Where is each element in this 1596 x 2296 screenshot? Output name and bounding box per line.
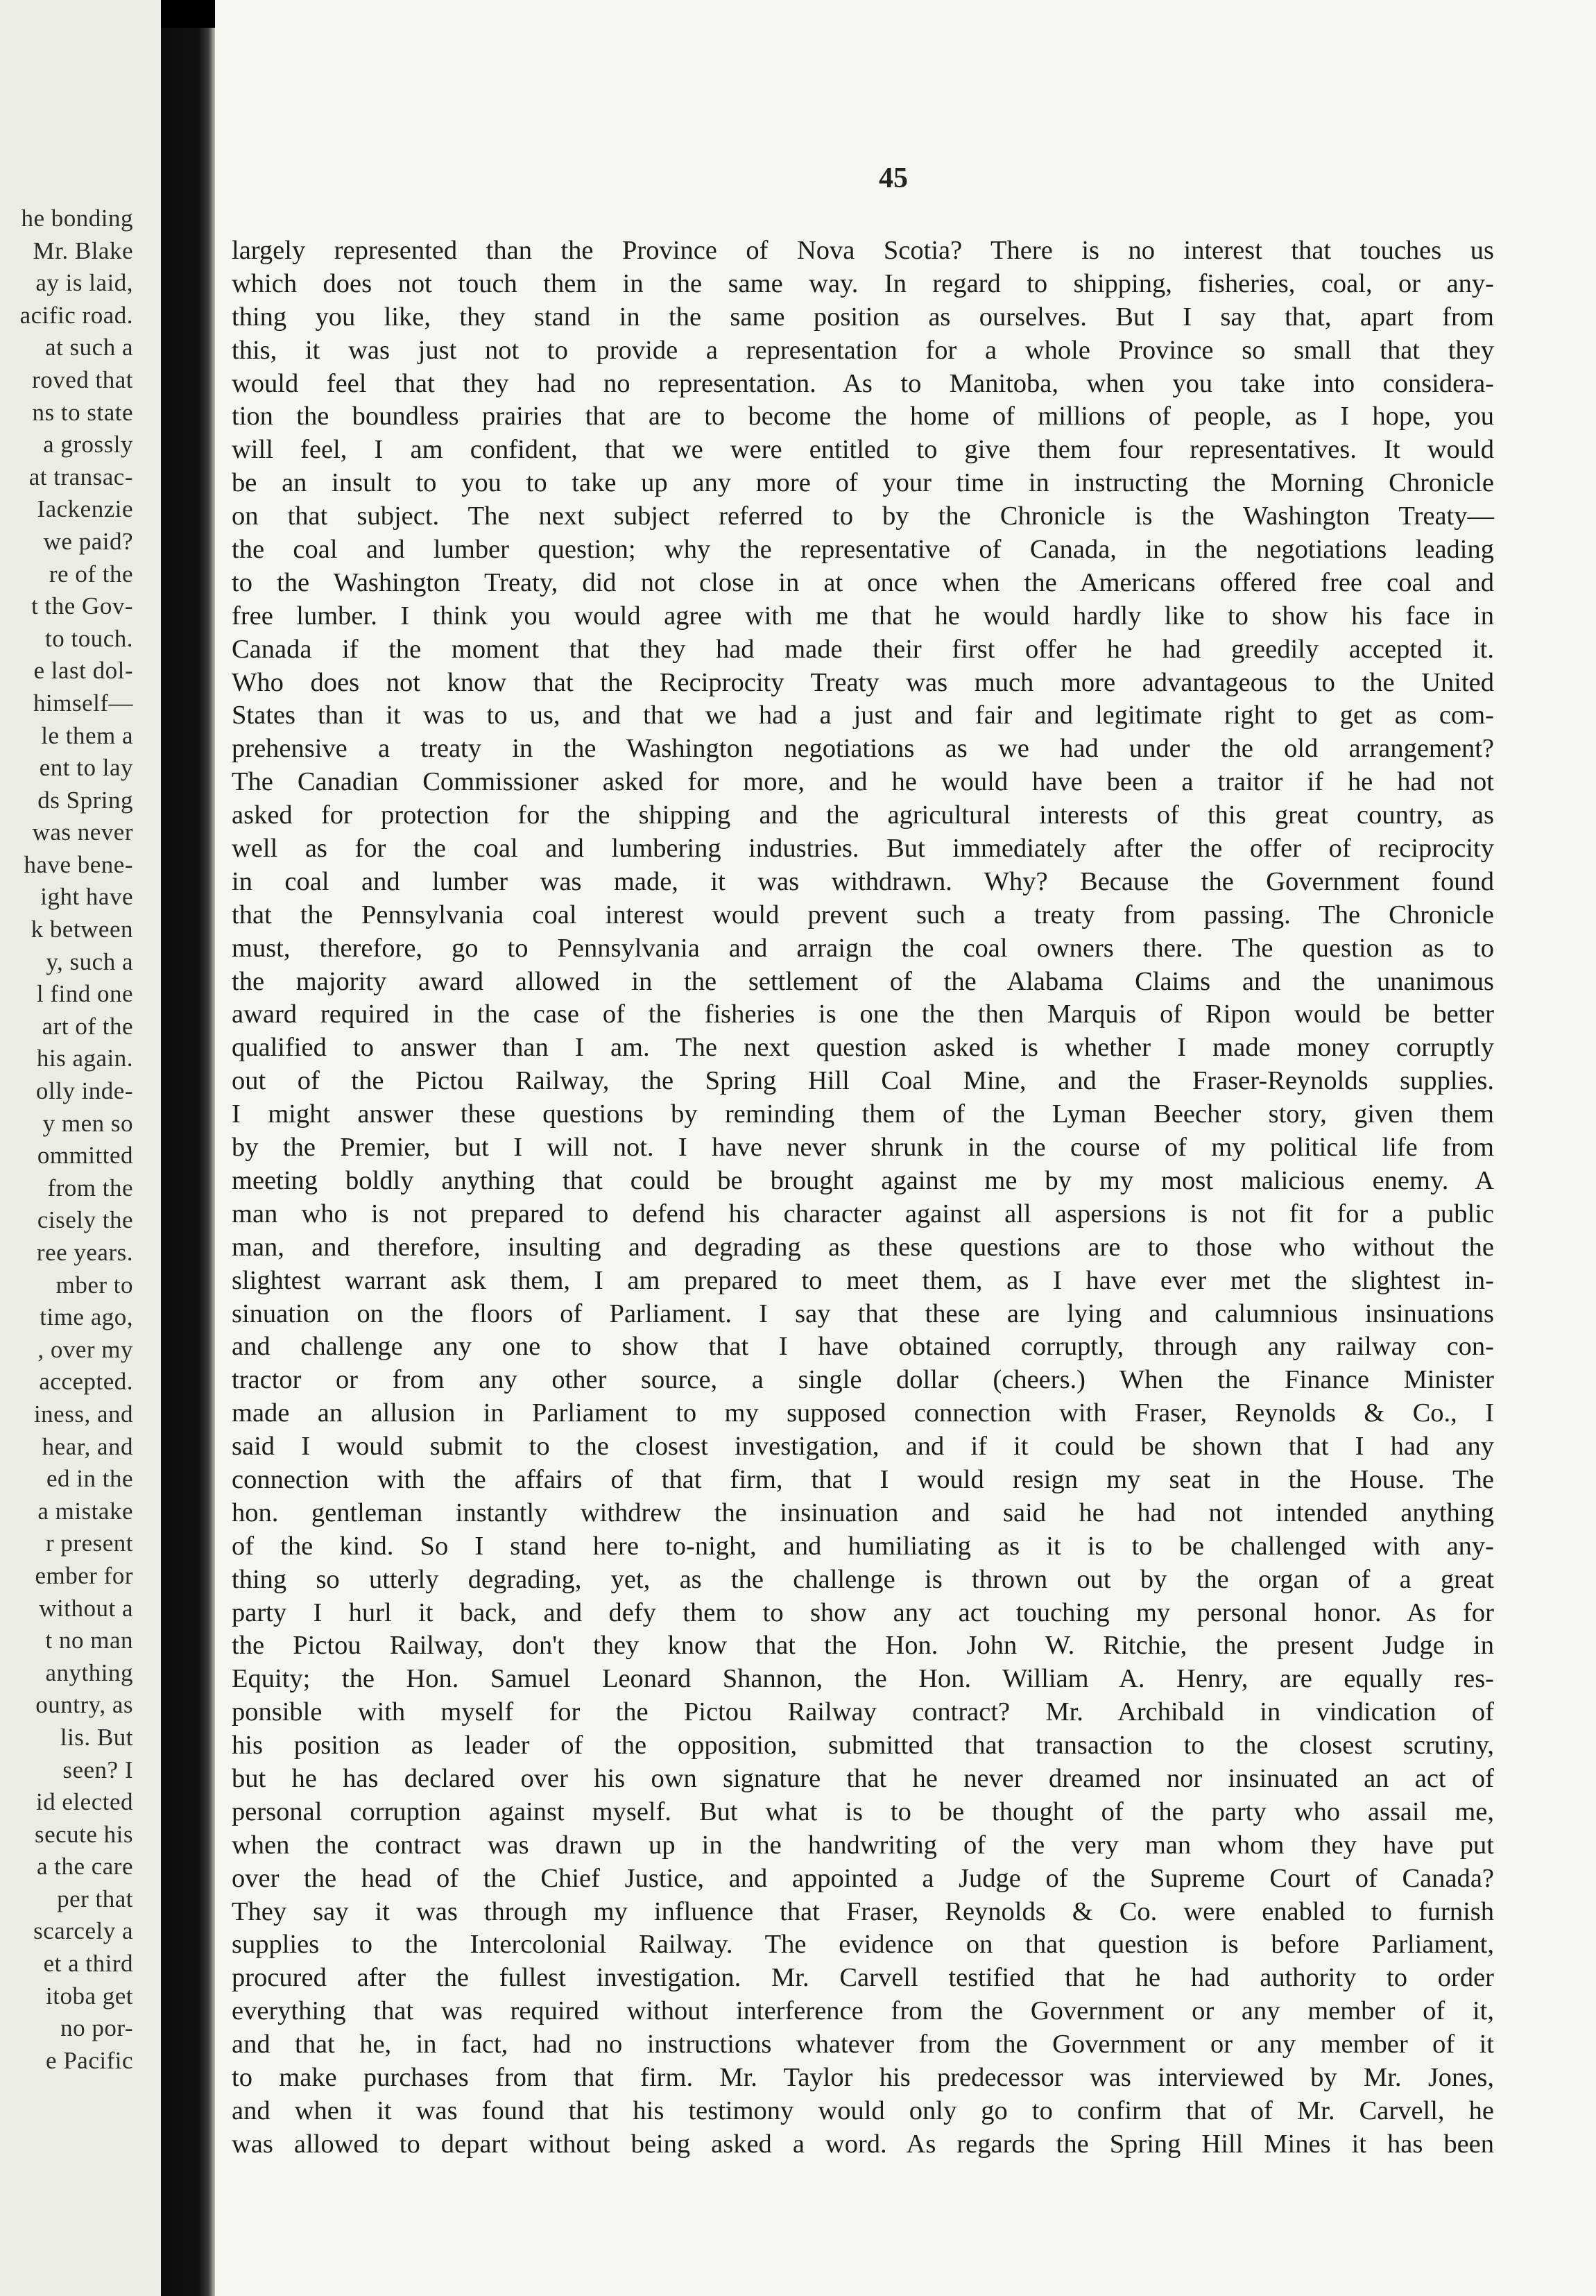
body-text-line: was allowed to depart without being asked a word. As regards the Spring Hill Mines it has been [232, 2129, 1494, 2159]
left-page-line: ed in the [46, 1465, 133, 1493]
left-page-line: art of the [42, 1012, 133, 1040]
left-page-line: Iackenzie [37, 495, 133, 523]
body-text-line: over the head of the Chief Justice, and appointed a Judge of the Supreme Court of Canada? [232, 1863, 1494, 1893]
left-page-line: a the care [36, 1853, 133, 1881]
body-text-line: tractor or from any other source, a single dollar (cheers.) When the Finance Minister [232, 1365, 1494, 1395]
left-page-line: e last dol- [33, 657, 133, 685]
left-page-line: l find one [36, 980, 133, 1008]
left-page-line: cisely the [37, 1206, 133, 1234]
body-text-line: but he has declared over his own signature that he never dreamed nor insinuated an act of [232, 1763, 1494, 1793]
body-text-line: personal corruption against myself. But what is to be thought of the party who assail me, [232, 1797, 1494, 1826]
body-text-line: largely represented than the Province of Nova Scotia? There is no interest that touches us [232, 236, 1494, 265]
body-text-line: must, therefore, go to Pennsylvania and arraign the coal owners there. The question as to [232, 933, 1494, 963]
left-page-line: time ago, [40, 1303, 133, 1331]
left-page-line: y men so [42, 1109, 133, 1137]
left-page-line: ent to lay [39, 754, 133, 782]
body-text-line: will feel, I am confident, that we were entitled to give them four representatives. It would [232, 435, 1494, 465]
left-page-line: , over my [37, 1335, 133, 1363]
left-page-line: et a third [43, 1950, 133, 1978]
left-page-line: lis. But [60, 1723, 133, 1751]
body-text-line: when the contract was drawn up in the handwriting of the very man whom they have put [232, 1830, 1494, 1860]
body-text-line: and challenge any one to show that I have obtained corruptly, through any railway con- [232, 1332, 1494, 1362]
left-page-line: re of the [49, 560, 133, 588]
left-page-line: he bonding [21, 205, 133, 232]
body-text-line: out of the Pictou Railway, the Spring Hill Coal Mine, and the Fraser-Reynolds supplies. [232, 1066, 1494, 1096]
body-text-line: his position as leader of the opposition, submitted that transaction to the closest scrutiny, [232, 1731, 1494, 1760]
body-text-line: hon. gentleman instantly withdrew the insinuation and said he had not intended anything [232, 1498, 1494, 1527]
body-text-line: and that he, in fact, had no instructions whatever from the Government or any member of it [232, 2030, 1494, 2059]
left-page-line: t no man [45, 1627, 133, 1654]
body-text-line: Equity; the Hon. Samuel Leonard Shannon, the Hon. William A. Henry, are equally res- [232, 1664, 1494, 1694]
body-text-line: supplies to the Intercolonial Railway. The evidence on that question is before Parliament, [232, 1930, 1494, 1960]
body-text-line: man who is not prepared to defend his character against all aspersions is not fit for a public [232, 1199, 1494, 1228]
body-text-line: I might answer these questions by reminding them of the Lyman Beecher story, given them [232, 1099, 1494, 1129]
body-text-line: to make purchases from that firm. Mr. Taylor his predecessor was interviewed by Mr. Jones, [232, 2062, 1494, 2092]
body-text-line: by the Premier, but I will not. I have never shrunk in the course of my political life from [232, 1133, 1494, 1163]
left-page-line: we paid? [43, 527, 133, 555]
left-page-line: mber to [55, 1271, 133, 1299]
left-page-line: ommitted [37, 1142, 133, 1170]
left-page-line: acific road. [19, 301, 133, 329]
body-text-line: States than it was to us, and that we had a just and fair and legitimate right to get as com- [232, 701, 1494, 730]
body-text-line: sinuation on the floors of Parliament. I say that these are lying and calumnious insinuations [232, 1299, 1494, 1328]
left-page-line: no por- [60, 2014, 133, 2042]
left-page-line: his again. [36, 1045, 133, 1072]
body-text-line: which does not touch them in the same way. In regard to shipping, fisheries, coal, or any- [232, 268, 1494, 298]
body-text-line: ponsible with myself for the Pictou Railway contract? Mr. Archibald in vindication of [232, 1697, 1494, 1727]
body-text-line: man, and therefore, insulting and degrading as these questions are to those who without the [232, 1232, 1494, 1262]
left-page-line: k between [31, 916, 133, 943]
body-text-line: Canada if the moment that they had made their first offer he had greedily accepted it. [232, 634, 1494, 664]
body-text-line: They say it was through my influence that Fraser, Reynolds & Co. were enabled to furnish [232, 1896, 1494, 1926]
body-text-line: prehensive a treaty in the Washington negotiations as we had under the old arrangement? [232, 734, 1494, 764]
body-text-line: tion the boundless prairies that are to become the home of millions of people, as I hope, you [232, 402, 1494, 431]
left-page-line: ree years. [36, 1239, 133, 1266]
body-text-line: that the Pennsylvania coal interest would prevent such a treaty from passing. The Chronicle [232, 900, 1494, 929]
left-page-line: a mistake [37, 1497, 133, 1525]
body-text-line: asked for protection for the shipping and the agricultural interests of this great country, as [232, 800, 1494, 830]
body-text-line: and when it was found that his testimony would only go to confirm that of Mr. Carvell, he [232, 2096, 1494, 2125]
body-text-column [232, 234, 1494, 2161]
left-page-line: at such a [45, 334, 133, 361]
left-page-line: ns to state [32, 398, 133, 426]
body-text-line: meeting boldly anything that could be brought against me by my most malicious enemy. A [232, 1165, 1494, 1195]
body-text-line: award required in the case of the fisheries is one the then Marquis of Ripon would be better [232, 1000, 1494, 1029]
body-text-line: slightest warrant ask them, I am prepared to meet them, as I have ever met the slightest in- [232, 1265, 1494, 1295]
page-number: 45 [879, 162, 908, 194]
left-page-line: le them a [41, 721, 133, 749]
left-page-line: iness, and [33, 1400, 133, 1428]
left-page-line: roved that [32, 366, 133, 393]
book-gutter-shadow [161, 0, 215, 2296]
left-page-line: hear, and [42, 1432, 133, 1460]
body-text-line: connection with the affairs of that firm, that I would resign my seat in the House. The [232, 1464, 1494, 1494]
left-page-line: accepted. [39, 1368, 133, 1396]
left-page-line: was never [32, 819, 133, 846]
left-page-line: scarcely a [33, 1917, 133, 1945]
body-text-line: would feel that they had no representation. As to Manitoba, when you take into considera- [232, 368, 1494, 398]
body-text-line: on that subject. The next subject referred to by the Chronicle is the Washington Treaty— [232, 502, 1494, 531]
left-page-line: ight have [40, 883, 133, 911]
left-page-line: r present [46, 1530, 133, 1557]
left-page-fragment [0, 0, 161, 2296]
left-page-line: olly inde- [35, 1077, 133, 1105]
left-page-line: ds Spring [37, 786, 133, 814]
left-page-line: himself— [33, 689, 133, 717]
body-text-line: the Pictou Railway, don't they know that the Hon. John W. Ritchie, the present Judge in [232, 1631, 1494, 1661]
body-text-line: the majority award allowed in the settlement of the Alabama Claims and the unanimous [232, 966, 1494, 996]
left-page-line: ay is laid, [35, 269, 133, 297]
left-page-line: anything [45, 1659, 133, 1686]
left-page-line: id elected [35, 1788, 133, 1816]
left-page-line: itoba get [46, 1982, 133, 2010]
left-page-line: from the [47, 1174, 133, 1201]
body-text-line: made an allusion in Parliament to my supposed connection with Fraser, Reynolds & Co., I [232, 1398, 1494, 1428]
left-page-line: a grossly [43, 431, 133, 459]
left-page-line: ountry, as [35, 1691, 133, 1719]
left-page-line: ember for [35, 1561, 133, 1589]
body-text-line: in coal and lumber was made, it was withdrawn. Why? Because the Government found [232, 866, 1494, 896]
body-text-line: party I hurl it back, and defy them to show any act touching my personal honor. As for [232, 1597, 1494, 1627]
body-text-line: Who does not know that the Reciprocity Treaty was much more advantageous to the United [232, 667, 1494, 697]
body-text-line: free lumber. I think you would agree with me that he would hardly like to show his face in [232, 601, 1494, 631]
body-text-line: said I would submit to the closest investigation, and if it could be shown that I had any [232, 1432, 1494, 1462]
left-page-text-column [0, 203, 133, 2077]
body-text-line: to the Washington Treaty, did not close in at once when the Americans offered free coal and [232, 567, 1494, 597]
body-text-line: the coal and lumber question; why the representative of Canada, in the negotiations leading [232, 535, 1494, 565]
body-text-line: procured after the fullest investigation. Mr. Carvell testified that he had authority to order [232, 1963, 1494, 1993]
left-page-line: without a [39, 1594, 133, 1622]
left-page-line: to touch. [45, 624, 133, 652]
body-text-line: everything that was required without interference from the Government or any member of it, [232, 1996, 1494, 2026]
left-page-line: per that [57, 1885, 133, 1912]
body-text-line: well as for the coal and lumbering industries. But immediately after the offer of reciprocity [232, 834, 1494, 864]
body-text-line: of the kind. So I stand here to-night, and humiliating as it is to be challenged with any- [232, 1531, 1494, 1561]
body-text-line: The Canadian Commissioner asked for more, and he would have been a traitor if he had not [232, 767, 1494, 797]
body-text-line: thing so utterly degrading, yet, as the challenge is thrown out by the organ of a great [232, 1564, 1494, 1594]
left-page-line: have bene- [24, 850, 133, 878]
left-page-line: t the Gov- [31, 592, 133, 620]
body-text-line: this, it was just not to provide a representation for a whole Province so small that they [232, 335, 1494, 365]
left-page-line: at transac- [28, 463, 133, 490]
left-page-line: y, such a [46, 948, 133, 975]
gutter-top-edge [161, 0, 215, 28]
left-page-line: e Pacific [46, 2046, 133, 2074]
body-text-line: qualified to answer than I am. The next question asked is whether I made money corruptly [232, 1033, 1494, 1063]
left-page-line: secute his [34, 1820, 133, 1848]
body-text-line: thing you like, they stand in the same position as ourselves. But I say that, apart from [232, 302, 1494, 332]
body-text-line: be an insult to you to take up any more of your time in instructing the Morning Chronicle [232, 468, 1494, 498]
left-page-line: Mr. Blake [33, 237, 133, 264]
left-page-line: seen? I [62, 1756, 133, 1783]
